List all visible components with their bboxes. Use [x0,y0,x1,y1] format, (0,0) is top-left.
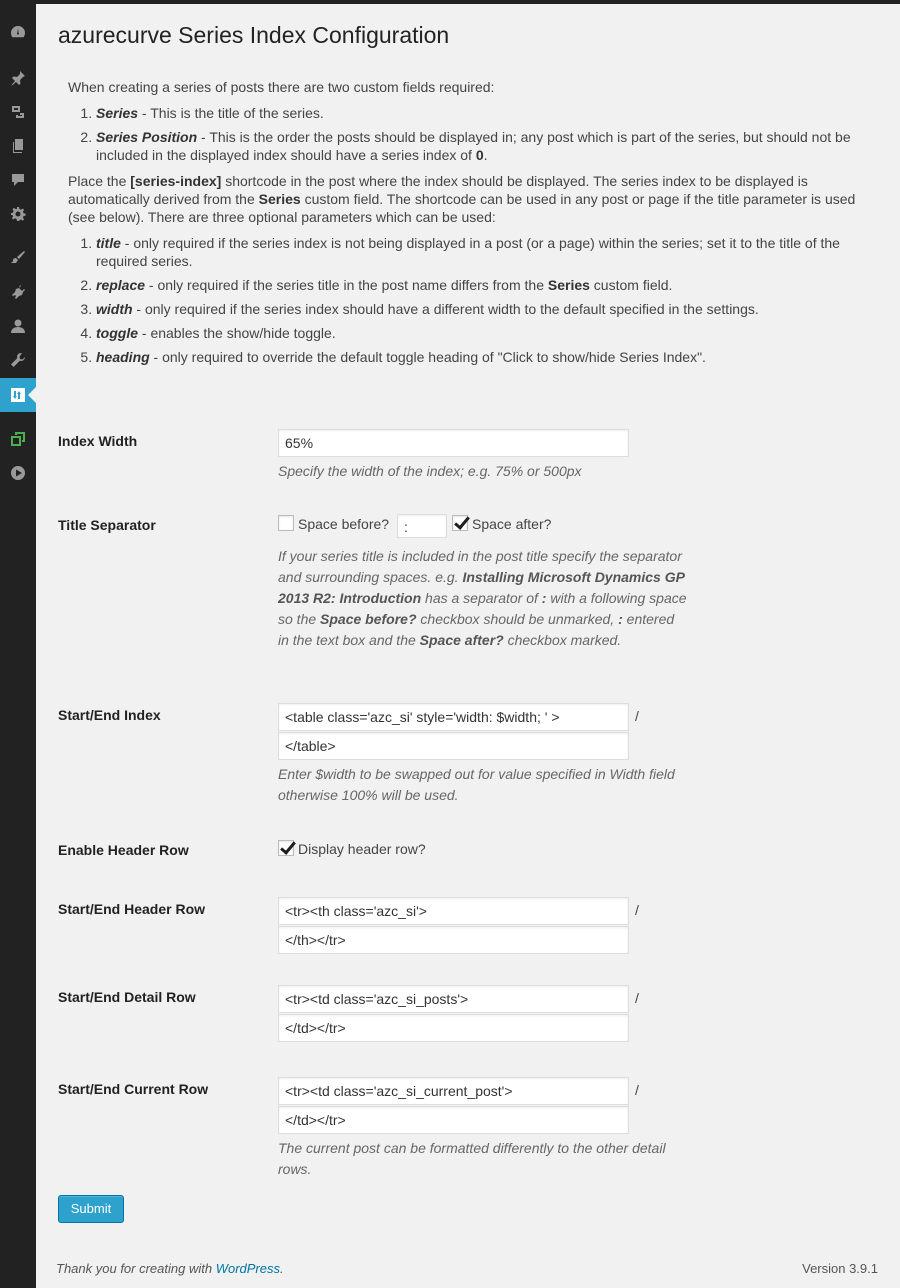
pages-icon[interactable] [0,129,36,163]
header-row-end-input[interactable]: </th></tr> [278,926,629,954]
header-row-start-input[interactable]: <tr><th class='azc_si'> [278,897,629,925]
index-label: Start/End Index [58,707,161,723]
list-item: 1. title - only required if the series index is not being displayed in a post (or a page) within the series; set it to the title of the required series. [96,234,878,270]
dashboard-icon[interactable] [0,15,36,49]
current-row-start-input[interactable]: <tr><td class='azc_si_current_post'> [278,1077,629,1105]
plugins-icon[interactable] [0,275,36,309]
appearance-icon[interactable] [0,241,36,275]
footer-version: Version 3.9.1 [802,1261,878,1276]
display-header-row-label: Display header row? [298,841,426,857]
wordpress-link[interactable]: WordPress [215,1261,280,1276]
enable-header-row-label: Enable Header Row [58,842,189,858]
index-width-description: Specify the width of the index; e.g. 75% or 500px [278,463,582,479]
admin-sidebar [0,0,36,1288]
list-item: 4. toggle - enables the show/hide toggle. [96,324,878,342]
media-icon[interactable] [0,95,36,129]
space-before-label: Space before? [298,516,390,532]
space-after-checkbox[interactable] [452,515,468,531]
tools-icon[interactable] [0,343,36,377]
extra-plugin-icon[interactable] [0,422,36,456]
list-item: 2. Series Position - This is the order the posts should be displayed in; any post which is part of the series, but should not be included in the displayed index should have a series index of 0. [96,128,878,164]
current-row-end-input[interactable]: </td></tr> [278,1106,629,1134]
title-separator-label: Title Separator [58,517,156,533]
settings-active-icon[interactable] [0,378,36,412]
index-description: Enter $width to be swapped out for value specified in Width field otherwise 100% will be used. [278,766,675,803]
space-after-label: Space after? [472,516,552,532]
list-item: 5. heading - only required to override the default toggle heading of "Click to show/hide Series Index". [96,348,878,366]
current-row-label: Start/End Current Row [58,1081,209,1097]
intro-paragraph-2: Place the [series-index] shortcode in the post where the index should be displayed. The series index to be displayed is automatically derived from the Series custom field. The shortcode can be used in any post or page if the title parameter is used (see below). There are three optional parameters which can be used: [68,173,856,225]
space-before-checkbox[interactable] [278,515,294,531]
intro-paragraph-1: When creating a series of posts there are two custom fields required: [68,79,495,95]
collapse-play-icon[interactable] [0,456,36,490]
index-start-input[interactable]: <table class='azc_si' style='width: $width; ' > [278,703,629,731]
index-width-label: Index Width [58,433,138,449]
detail-row-end-input[interactable]: </td></tr> [278,1014,629,1042]
intro-instructions [68,78,878,374]
detail-row-label: Start/End Detail Row [58,989,196,1005]
admin-top-edge [0,0,900,4]
list-item: 3. width - only required if the series index should have a different width to the default specified in the settings. [96,300,878,318]
current-row-description: The current post can be formatted differently to the other detail rows. [278,1140,666,1177]
settings-gear-icon[interactable] [0,197,36,231]
display-header-row-checkbox[interactable] [278,840,294,856]
optional-parameters-list [68,234,878,366]
title-separator-description: If your series title is included in the post title specify the separator and surrounding spaces. e.g. Installing Microsoft Dynamics GP 2013 R2: Introduction has a separator of : with a following space so the Space before? checkbox should be unmarked, : entered in the text box and the Space after? checkbox marked. [278,548,687,648]
submit-button[interactable]: Submit [58,1195,124,1223]
list-item: 1. Series - This is the title of the series. [96,104,878,122]
separator-slash: / [635,990,639,1006]
index-end-input[interactable]: </table> [278,732,629,760]
index-width-input[interactable]: 65% [278,429,629,457]
separator-slash: / [635,902,639,918]
required-fields-list [68,104,878,164]
comments-icon[interactable] [0,163,36,197]
list-item: 2. replace - only required if the series title in the post name differs from the Series custom field. [96,276,878,294]
footer-thanks: Thank you for creating with WordPress. [56,1261,284,1276]
separator-slash: / [635,708,639,724]
detail-row-start-input[interactable]: <tr><td class='azc_si_posts'> [278,985,629,1013]
users-icon[interactable] [0,309,36,343]
separator-input[interactable]: : [397,514,447,538]
separator-slash: / [635,1082,639,1098]
page-title: azurecurve Series Index Configuration [58,22,450,48]
header-row-label: Start/End Header Row [58,901,206,917]
pin-icon[interactable] [0,61,36,95]
